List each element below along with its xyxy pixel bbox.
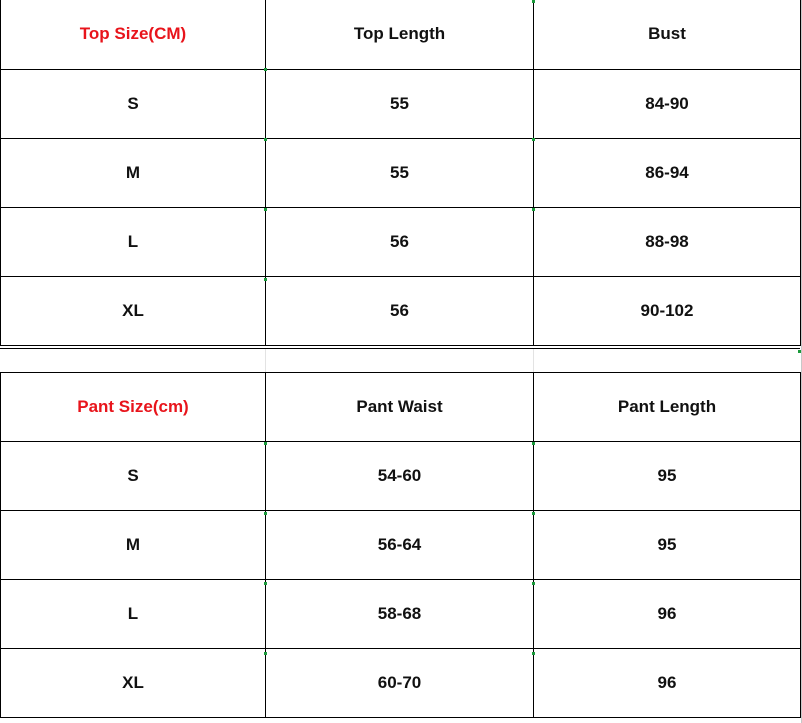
- table-header-row: [1, 0, 801, 69]
- cell-marker: [798, 350, 801, 353]
- pant-waist-cell: 54-60: [266, 442, 534, 511]
- table-row: [1, 580, 801, 649]
- bust-header: Bust: [534, 0, 801, 69]
- size-cell: L: [1, 207, 266, 276]
- cell-marker: [264, 278, 267, 281]
- size-cell: S: [1, 442, 266, 511]
- top-size-header: Top Size(CM): [1, 0, 266, 69]
- bust-cell: 90-102: [534, 276, 801, 345]
- pant-size-header: Pant Size(cm): [1, 373, 266, 442]
- spacer-gridline: [265, 349, 266, 373]
- pant-waist-header: Pant Waist: [266, 373, 534, 442]
- table-header-row: [1, 373, 801, 442]
- table-row: [1, 138, 801, 207]
- spacer-gridline: [533, 349, 534, 373]
- table-row: [1, 207, 801, 276]
- top-length-header: Top Length: [266, 0, 534, 69]
- table-row: [1, 649, 801, 718]
- top-length-cell: 56: [266, 207, 534, 276]
- bust-cell: 86-94: [534, 138, 801, 207]
- table-spacer-row: [0, 348, 800, 373]
- table-row: [1, 442, 801, 511]
- bust-cell: 88-98: [534, 207, 801, 276]
- cell-marker: [264, 582, 267, 585]
- pant-waist-cell: 58-68: [266, 580, 534, 649]
- size-cell: L: [1, 580, 266, 649]
- cell-marker: [264, 208, 267, 211]
- size-cell: XL: [1, 649, 266, 718]
- pant-waist-cell: 56-64: [266, 511, 534, 580]
- pant-length-cell: 95: [534, 511, 801, 580]
- pant-size-table: [0, 372, 801, 718]
- bust-cell: 84-90: [534, 69, 801, 138]
- cell-marker: [264, 512, 267, 515]
- cell-marker: [532, 442, 535, 445]
- cell-marker: [264, 68, 267, 71]
- table-row: [1, 276, 801, 345]
- cell-marker: [532, 512, 535, 515]
- top-length-cell: 56: [266, 276, 534, 345]
- size-cell: M: [1, 511, 266, 580]
- pant-length-cell: 95: [534, 442, 801, 511]
- pant-length-cell: 96: [534, 649, 801, 718]
- pant-length-header: Pant Length: [534, 373, 801, 442]
- cell-marker: [264, 138, 267, 141]
- cell-marker: [532, 138, 535, 141]
- size-cell: XL: [1, 276, 266, 345]
- pant-length-cell: 96: [534, 580, 801, 649]
- cell-marker: [532, 582, 535, 585]
- cell-marker: [264, 652, 267, 655]
- cell-marker: [532, 0, 535, 3]
- top-length-cell: 55: [266, 138, 534, 207]
- size-cell: M: [1, 138, 266, 207]
- pant-waist-cell: 60-70: [266, 649, 534, 718]
- cell-marker: [532, 208, 535, 211]
- size-cell: S: [1, 69, 266, 138]
- cell-marker: [264, 442, 267, 445]
- table-row: [1, 511, 801, 580]
- cell-marker: [532, 652, 535, 655]
- top-length-cell: 55: [266, 69, 534, 138]
- top-size-table: [0, 0, 801, 346]
- table-row: [1, 69, 801, 138]
